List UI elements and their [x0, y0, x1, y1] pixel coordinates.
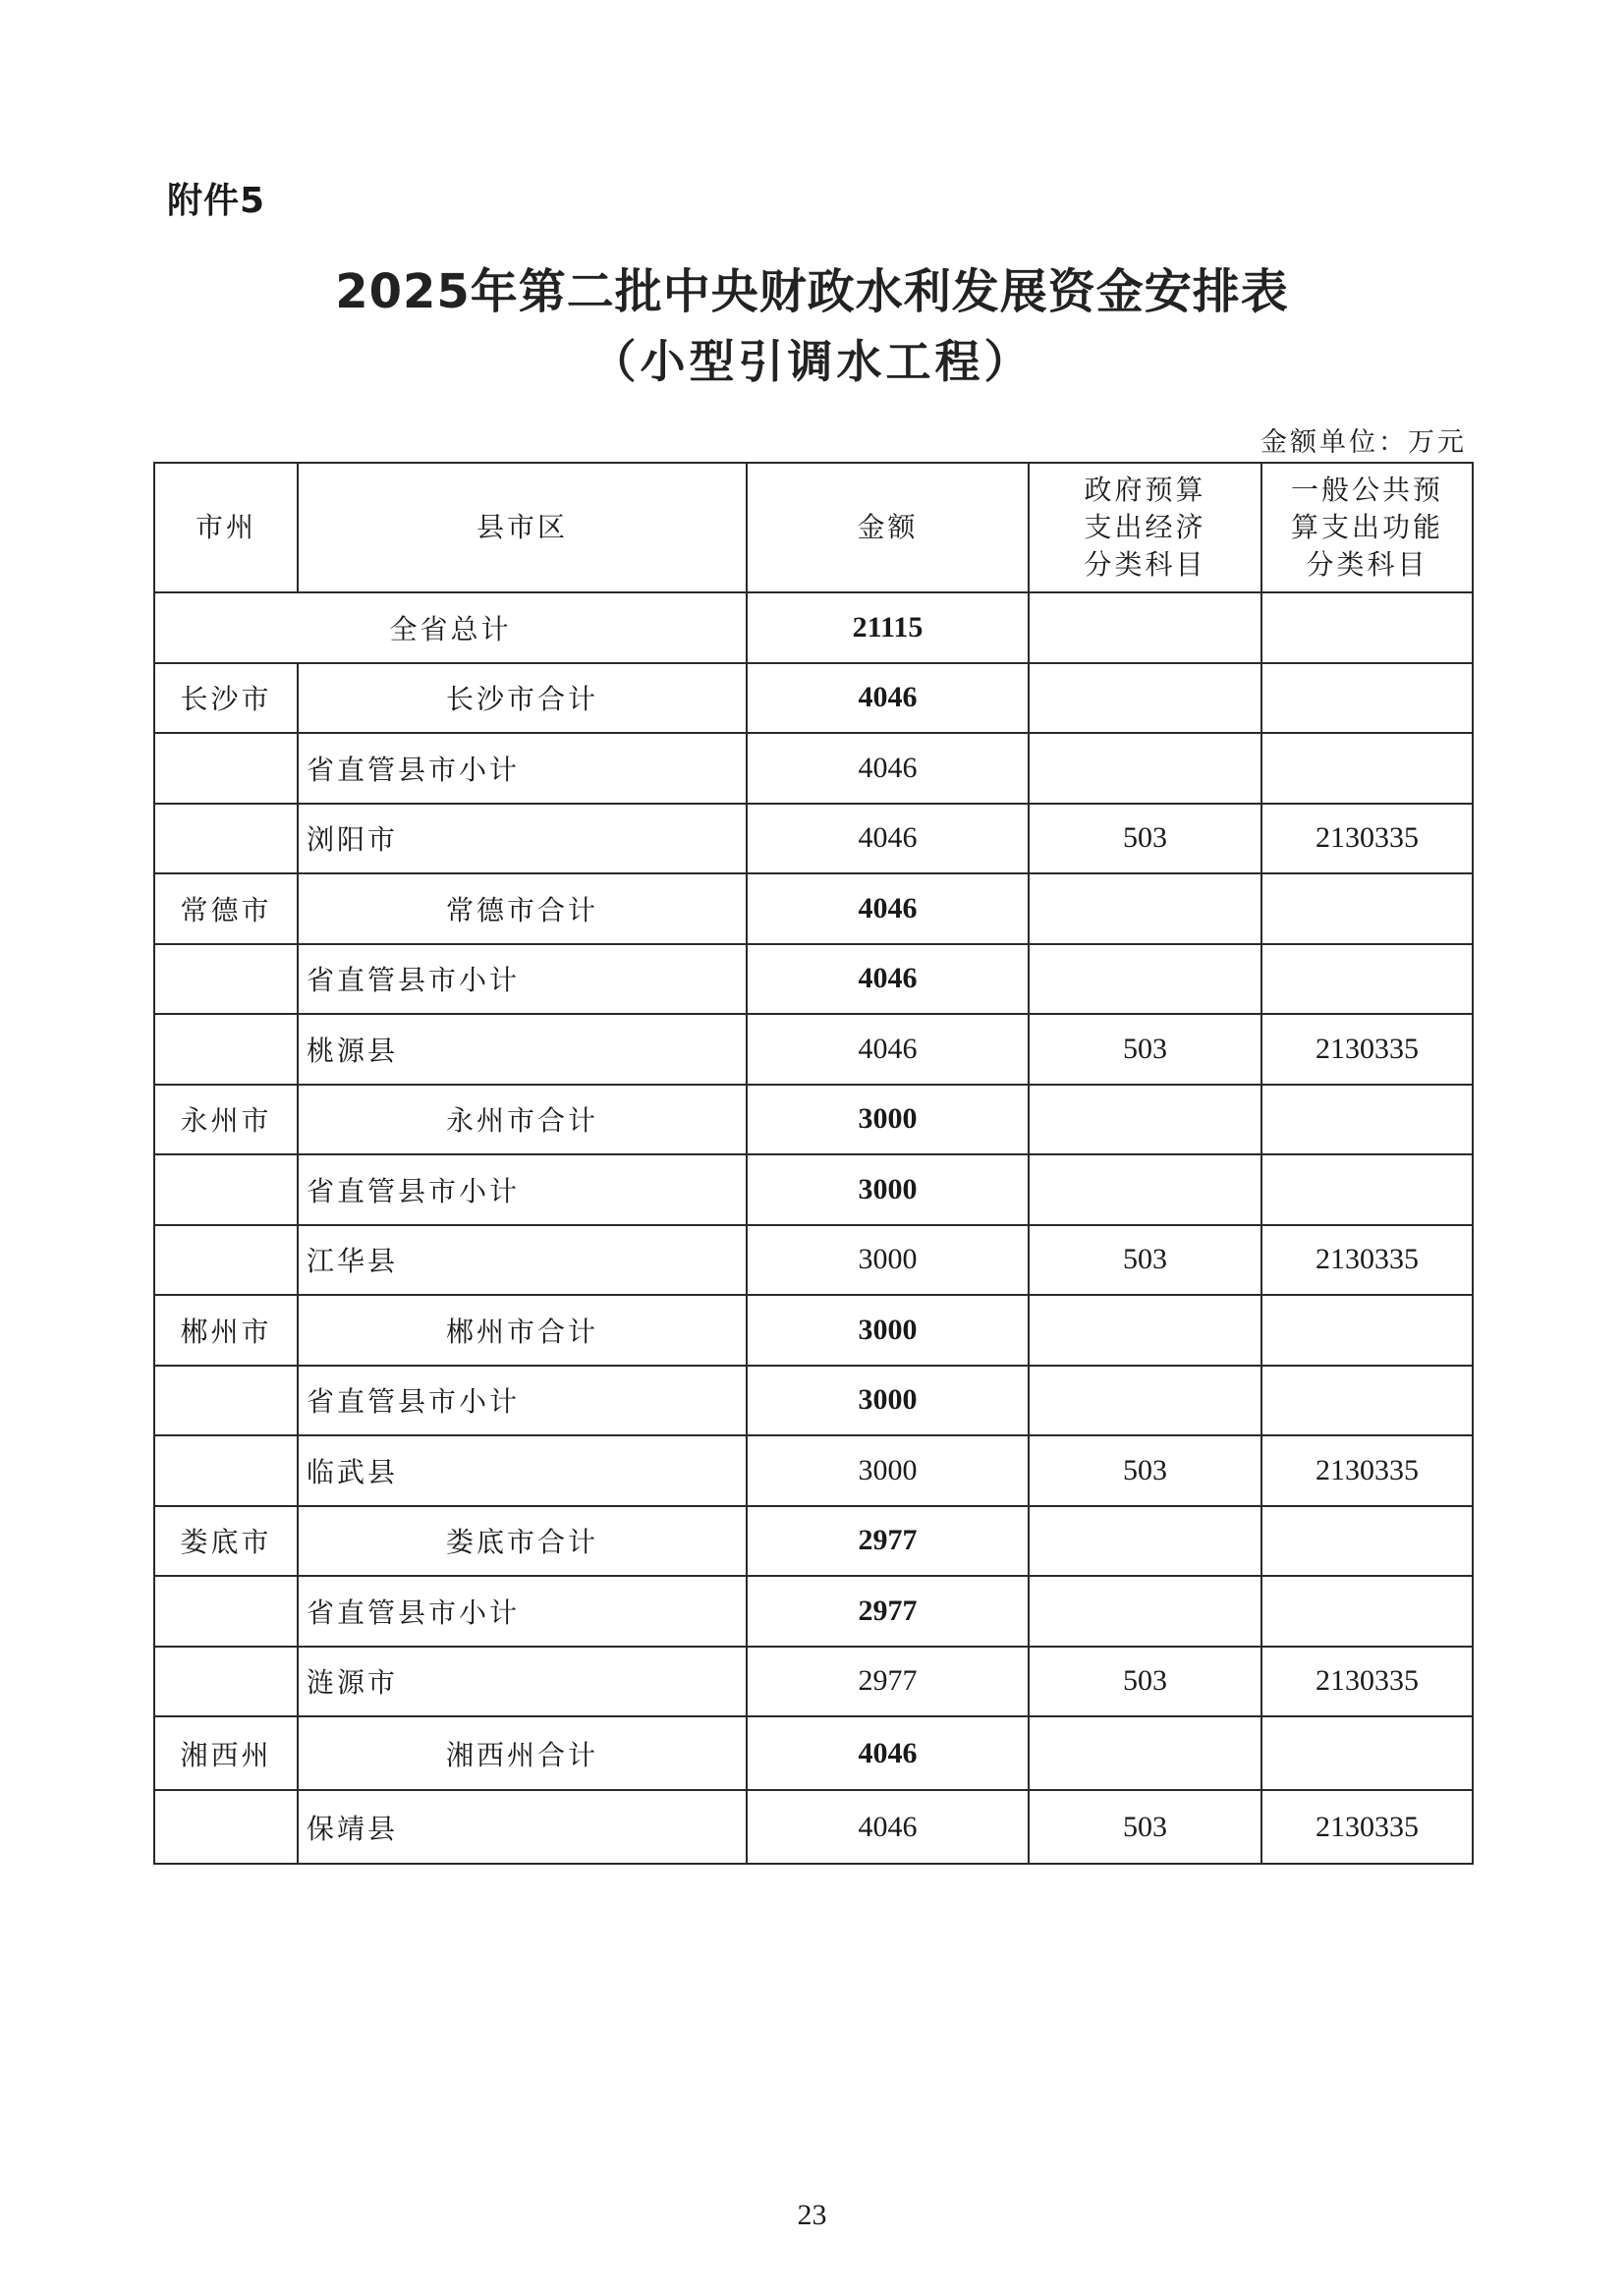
header-func-line2: 算支出功能: [1290, 511, 1443, 543]
header-amount: 金额: [747, 463, 1029, 592]
grand-total-label: 全省总计: [154, 592, 747, 663]
page-number: 23: [797, 2199, 827, 2231]
attachment-label: 附件5: [167, 181, 266, 221]
header-econ-line3: 分类科目: [1084, 548, 1206, 581]
econ-code: 503: [1029, 1225, 1261, 1296]
county-amount: 4046: [747, 1014, 1029, 1085]
city-total-row: [154, 1295, 1473, 1366]
city-name: 永州市: [154, 1085, 298, 1155]
grand-total-row: [154, 592, 1473, 663]
grand-total-econ: [1029, 592, 1261, 663]
city-total-label: 湘西州合计: [298, 1716, 747, 1790]
county-name: 桃源县: [298, 1014, 747, 1085]
city-total-amount: 4046: [747, 663, 1029, 734]
city-total-row: [154, 663, 1473, 734]
city-total-label: 长沙市合计: [298, 663, 747, 734]
subtotal-label: 省直管县市小计: [298, 1154, 747, 1225]
subtotal-amount: 4046: [747, 944, 1029, 1015]
subtotal-label: 省直管县市小计: [298, 1366, 747, 1436]
city-total-amount: 3000: [747, 1085, 1029, 1155]
grand-total-amount: 21115: [747, 592, 1029, 663]
city-total-row: [154, 1716, 1473, 1790]
county-amount: 2977: [747, 1647, 1029, 1717]
func-code: 2130335: [1261, 1647, 1473, 1717]
header-econ-class: [1029, 463, 1261, 592]
func-code: 2130335: [1261, 1014, 1473, 1085]
subtotal-row: [154, 1576, 1473, 1647]
amount-unit-note: 金额单位：万元: [1260, 427, 1467, 458]
econ-code: 503: [1029, 1435, 1261, 1506]
county-row: [154, 1225, 1473, 1296]
county-row: [154, 1435, 1473, 1506]
subtotal-label: 省直管县市小计: [298, 944, 747, 1015]
header-func-class: [1261, 463, 1473, 592]
county-row: [154, 804, 1473, 874]
city-total-amount: 2977: [747, 1506, 1029, 1577]
county-row: [154, 1647, 1473, 1717]
econ-code: 503: [1029, 804, 1261, 874]
header-county: 县市区: [298, 463, 747, 592]
func-code: 2130335: [1261, 1435, 1473, 1506]
allocation-table: [153, 462, 1474, 1865]
city-total-amount: 4046: [747, 1716, 1029, 1790]
city-name: 常德市: [154, 873, 298, 944]
city-name: 湘西州: [154, 1716, 298, 1790]
header-econ-line1: 政府预算: [1084, 474, 1206, 506]
subtotal-row: [154, 944, 1473, 1015]
subtotal-row: [154, 733, 1473, 804]
func-code: 2130335: [1261, 1225, 1473, 1296]
subtotal-label: 省直管县市小计: [298, 733, 747, 804]
econ-code: 503: [1029, 1790, 1261, 1864]
county-name: 涟源市: [298, 1647, 747, 1717]
city-total-row: [154, 1506, 1473, 1577]
city-total-amount: 3000: [747, 1295, 1029, 1366]
header-func-line3: 分类科目: [1306, 548, 1428, 581]
county-name: 保靖县: [298, 1790, 747, 1864]
city-name: 长沙市: [154, 663, 298, 734]
subtotal-amount: 3000: [747, 1154, 1029, 1225]
subtotal-row: [154, 1154, 1473, 1225]
subtotal-label: 省直管县市小计: [298, 1576, 747, 1647]
table-header-row: [154, 463, 1473, 592]
subtotal-amount: 3000: [747, 1366, 1029, 1436]
county-amount: 3000: [747, 1435, 1029, 1506]
county-name: 浏阳市: [298, 804, 747, 874]
city-total-amount: 4046: [747, 873, 1029, 944]
city-total-label: 永州市合计: [298, 1085, 747, 1155]
county-row: [154, 1014, 1473, 1085]
county-amount: 3000: [747, 1225, 1029, 1296]
county-name: 江华县: [298, 1225, 747, 1296]
func-code: 2130335: [1261, 1790, 1473, 1864]
econ-code: 503: [1029, 1014, 1261, 1085]
city-name: 娄底市: [154, 1506, 298, 1577]
county-name: 临武县: [298, 1435, 747, 1506]
city-total-row: [154, 1085, 1473, 1155]
county-amount: 4046: [747, 1790, 1029, 1864]
subtotal-amount: 2977: [747, 1576, 1029, 1647]
county-row: [154, 1790, 1473, 1864]
city-total-label: 娄底市合计: [298, 1506, 747, 1577]
page-subtitle: （小型引调水工程）: [590, 335, 1034, 388]
county-amount: 4046: [747, 804, 1029, 874]
subtotal-row: [154, 1366, 1473, 1436]
header-city: 市州: [154, 463, 298, 592]
grand-total-func: [1261, 592, 1473, 663]
city-name: 郴州市: [154, 1295, 298, 1366]
subtotal-amount: 4046: [747, 733, 1029, 804]
city-total-label: 郴州市合计: [298, 1295, 747, 1366]
header-econ-line2: 支出经济: [1084, 511, 1206, 543]
city-total-label: 常德市合计: [298, 873, 747, 944]
econ-code: 503: [1029, 1647, 1261, 1717]
page-title: 2025年第二批中央财政水利发展资金安排表: [335, 264, 1289, 319]
header-func-line1: 一般公共预: [1290, 474, 1443, 506]
func-code: 2130335: [1261, 804, 1473, 874]
city-total-row: [154, 873, 1473, 944]
